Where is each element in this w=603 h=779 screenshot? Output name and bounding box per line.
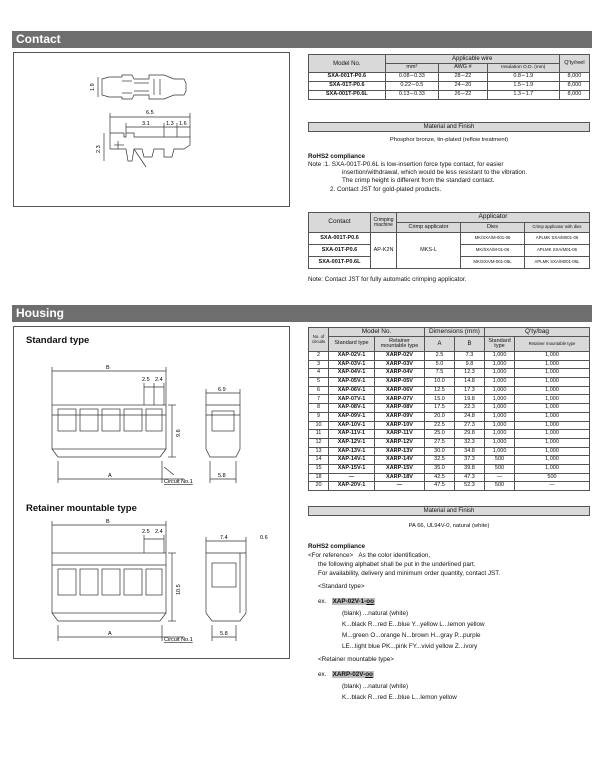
dim-a: A: [108, 631, 112, 637]
cell-ret: XARP-06V: [375, 386, 425, 395]
cell-std: XAP-06V-1: [329, 386, 375, 395]
cell-qr: 500: [515, 473, 590, 482]
cell: 0.08∼0.33: [385, 73, 438, 82]
cell-qr: 1,000: [515, 438, 590, 447]
circuit-no-1-label: Circuit No.1: [164, 637, 193, 643]
dim-2-4: 2.4: [155, 529, 163, 535]
contact-rohs: RoHS2 compliance: [308, 153, 366, 160]
cell-std: XAP-13V-1: [329, 447, 375, 456]
cell: 0.13∼0.33: [385, 91, 438, 100]
cell-qs: 1,000: [485, 430, 515, 439]
cell-qr: 1,000: [515, 369, 590, 378]
cell-n: 14: [309, 456, 329, 465]
cell-ret: XARP-15V: [375, 464, 425, 473]
table-row: [309, 360, 590, 369]
cell-std: XAP-07V-1: [329, 395, 375, 404]
cell-n: 9: [309, 412, 329, 421]
cell-ret: XARP-18V: [375, 473, 425, 482]
cell-qr: 1,000: [515, 378, 590, 387]
ref-label: <For reference>: [308, 552, 354, 559]
table-row: [309, 404, 590, 413]
retainer-type-label: <Retainer mountable type>: [318, 656, 394, 663]
cell-a: 27.5: [425, 438, 455, 447]
example-prefix: XARP-02V-: [332, 671, 366, 678]
table-row: [309, 82, 590, 91]
contact-note-1c: The crimp height is different from the standard contact.: [342, 177, 495, 184]
cell: 8,000: [559, 73, 589, 82]
housing-material-header: Material and Finish: [308, 506, 590, 516]
table-row: [309, 456, 590, 465]
cell: MK/SXA/M-001-06: [461, 233, 525, 245]
cell-b: 9.8: [455, 360, 485, 369]
cell-n: 7: [309, 395, 329, 404]
cell: 0.8∼1.9: [487, 73, 559, 82]
dim-2-3: 2.3: [96, 145, 102, 153]
ref-text: As the color identification,: [358, 552, 431, 559]
cell-ret: XARP-08V: [375, 404, 425, 413]
col-qty-std: Standard type: [485, 337, 515, 352]
col-crimping: Crimping machine: [371, 213, 397, 233]
retainer-example: [318, 671, 374, 680]
cell-b: 7.3: [455, 352, 485, 361]
cell-ret: XARP-07V: [375, 395, 425, 404]
cell-std: XAP-20V-1: [329, 482, 375, 491]
color-line-3: LE...light blue PK...pink FY...vivid yellow Z...ivory: [342, 643, 478, 650]
col-model: Model No.: [309, 55, 386, 73]
cell-qs: 500: [485, 482, 515, 491]
cell-crimp: MKS-L: [397, 233, 461, 269]
example-color-code: oo: [366, 598, 374, 605]
dim-a: A: [108, 473, 112, 479]
cell-qs: 1,000: [485, 447, 515, 456]
cell-std: XAP-03V-1: [329, 360, 375, 369]
col-b: B: [455, 337, 485, 352]
cell-qs: 1,000: [485, 438, 515, 447]
table-row: [309, 352, 590, 361]
cell-a: 25.0: [425, 430, 455, 439]
cell-qs: 1,000: [485, 369, 515, 378]
col-with-dies: Crimp applicator with dies: [525, 223, 590, 233]
col-qty-ret: Retainer mountable type: [515, 337, 590, 352]
table-row: [309, 378, 590, 387]
cell-qr: 1,000: [515, 412, 590, 421]
cell-qr: 1,000: [515, 386, 590, 395]
cell-qr: 1,000: [515, 447, 590, 456]
cell-qr: 1,000: [515, 395, 590, 404]
cell-machine: AP-K2N: [371, 233, 397, 269]
cell: SXA-001T-P0.6: [309, 233, 371, 245]
cell: 1.3∼1.7: [487, 91, 559, 100]
cell-std: XAP-11V-1: [329, 430, 375, 439]
cell: SXA-01T-P0.6: [309, 245, 371, 257]
cell-a: 47.5: [425, 482, 455, 491]
cell-std: XAP-04V-1: [329, 369, 375, 378]
table-row: [309, 386, 590, 395]
table-row: [309, 395, 590, 404]
color-blank: (blank) ...natural (white): [342, 683, 409, 690]
cell-b: 14.8: [455, 378, 485, 387]
cell-b: 37.3: [455, 456, 485, 465]
cell-n: 5: [309, 378, 329, 387]
contact-note-1a: Note :1. SXA-001T-P0.6L is low-insertion force type contact, for easier: [308, 161, 504, 168]
ex-label: ex.: [318, 598, 327, 605]
housing-note-l2: the following alphabet shall be put in the underlined part.: [318, 561, 476, 568]
cell-b: 12.3: [455, 369, 485, 378]
color-line-2: M...green O...orange N...brown H...gray P...purple: [342, 632, 481, 639]
dim-3-1: 3.1: [142, 121, 150, 127]
housing-drawing-panel: [13, 326, 290, 659]
cell: MK/SXA/M-01-06: [461, 245, 525, 257]
cell-qr: 1,000: [515, 464, 590, 473]
example-prefix: XAP-02V-1-: [332, 598, 367, 605]
cell-a: 7.5: [425, 369, 455, 378]
col-awg: AWG #: [439, 64, 488, 73]
standard-type-title: Standard type: [26, 335, 90, 346]
contact-material-header: Material and Finish: [308, 122, 590, 132]
col-od: Insulation O.D. (mm): [487, 64, 559, 73]
cell-std: XAP-02V-1: [329, 352, 375, 361]
col-qty: Q'ty/reel: [559, 55, 589, 73]
cell-ret: XARP-05V: [375, 378, 425, 387]
cell-ret: XARP-11V: [375, 430, 425, 439]
cell-std: XAP-15V-1: [329, 464, 375, 473]
cell-std: —: [329, 473, 375, 482]
cell-a: 15.0: [425, 395, 455, 404]
dim-2-5: 2.5: [142, 529, 150, 535]
dim-6-9: 6.9: [218, 387, 226, 393]
cell-ret: —: [375, 482, 425, 491]
housing-section-header: Housing: [12, 305, 592, 322]
cell: 28∼22: [439, 73, 488, 82]
cell: 1.5∼1.9: [487, 82, 559, 91]
cell-b: 19.8: [455, 395, 485, 404]
cell-n: 4: [309, 369, 329, 378]
dim-0-6: 0.6: [260, 535, 268, 541]
housing-rohs: RoHS2 compliance: [308, 543, 366, 550]
cell-std: XAP-14V-1: [329, 456, 375, 465]
col-model: Model No.: [329, 328, 425, 337]
cell-n: 6: [309, 386, 329, 395]
cell-n: 10: [309, 421, 329, 430]
cell-std: XAP-08V-1: [329, 404, 375, 413]
cell-a: 12.5: [425, 386, 455, 395]
cell-b: 52.3: [455, 482, 485, 491]
cell-n: 11: [309, 430, 329, 439]
table-row: [309, 447, 590, 456]
dim-2-4: 2.4: [155, 377, 163, 383]
cell-b: 32.3: [455, 438, 485, 447]
table-row: [309, 369, 590, 378]
cell-n: 15: [309, 464, 329, 473]
ex-label: ex.: [318, 671, 327, 678]
col-a: A: [425, 337, 455, 352]
contact-drawing-panel: [13, 52, 290, 207]
cell-n: 3: [309, 360, 329, 369]
cell-qs: 1,000: [485, 421, 515, 430]
contact-drawing: [14, 53, 289, 206]
cell-qs: 500: [485, 456, 515, 465]
cell-qs: 1,000: [485, 378, 515, 387]
cell-a: 42.5: [425, 473, 455, 482]
cell-a: 32.5: [425, 456, 455, 465]
table-row: [309, 91, 590, 100]
cell-a: 10.0: [425, 378, 455, 387]
cell: SXA-001T-P0.6: [309, 73, 386, 82]
example-part-number: [332, 598, 375, 605]
cell-qs: 1,000: [485, 386, 515, 395]
col-contact: Contact: [309, 213, 371, 233]
contact-note-2: 2. Contact JST for gold-plated products.: [330, 186, 442, 193]
housing-material-text: PA 66, UL94V-0, natural (white): [408, 523, 490, 529]
table-row: [309, 473, 590, 482]
cell: SXA-001T-P0.6L: [309, 257, 371, 269]
cell-a: 5.0: [425, 360, 455, 369]
cell: SXA-001T-P0.6L: [309, 91, 386, 100]
cell-std: XAP-12V-1: [329, 438, 375, 447]
cell-n: 12: [309, 438, 329, 447]
col-dies: Dies: [461, 223, 525, 233]
col-applicator: Applicator: [397, 213, 590, 223]
cell-b: 47.3: [455, 473, 485, 482]
cell-qs: —: [485, 473, 515, 482]
cell-qs: 1,000: [485, 395, 515, 404]
cell-b: 22.3: [455, 404, 485, 413]
col-wire: Applicable wire: [385, 55, 559, 64]
applicator-note: Note: Contact JST for fully automatic crimping applicator.: [308, 276, 467, 283]
cell-ret: XARP-02V: [375, 352, 425, 361]
housing-ref-line: [308, 552, 430, 561]
dim-6-5: 6.5: [146, 110, 154, 116]
contact-section-header: Contact: [12, 31, 592, 48]
cell-b: 29.8: [455, 430, 485, 439]
cell-std: XAP-09V-1: [329, 412, 375, 421]
applicator-table: [308, 212, 590, 269]
dim-5-8: 5.8: [220, 631, 228, 637]
standard-example: [318, 598, 375, 607]
dim-b: B: [106, 519, 110, 525]
table-row: [309, 482, 590, 491]
cell: 26∼22: [439, 91, 488, 100]
dim-2-5: 2.5: [142, 377, 150, 383]
cell-ret: XARP-12V: [375, 438, 425, 447]
col-qty: Q'ty/bag: [485, 328, 590, 337]
cell: 8,000: [559, 82, 589, 91]
cell-qs: 1,000: [485, 404, 515, 413]
cell-qs: 500: [485, 464, 515, 473]
contact-note-1b: insertion/withdrawal, which would be less resistant to the vibration.: [342, 169, 528, 176]
cell-b: 17.3: [455, 386, 485, 395]
cell: 0.22∼0.5: [385, 82, 438, 91]
col-dims: Dimensions (mm): [425, 328, 485, 337]
col-std: Standard type: [329, 337, 375, 352]
contact-spec-table: [308, 54, 590, 100]
table-row: [309, 464, 590, 473]
dim-5-8: 5.8: [218, 473, 226, 479]
table-row: [309, 430, 590, 439]
col-ret: Retainer mountable type: [375, 337, 425, 352]
cell-ret: XARP-03V: [375, 360, 425, 369]
cell-qr: 1,000: [515, 421, 590, 430]
standard-type-label: <Standard type>: [318, 583, 365, 590]
cell-n: 13: [309, 447, 329, 456]
cell-std: XAP-10V-1: [329, 421, 375, 430]
retainer-type-drawing: [14, 519, 289, 654]
cell: SXA-01T-P0.6: [309, 82, 386, 91]
standard-type-drawing: [14, 349, 289, 509]
cell-a: 2.5: [425, 352, 455, 361]
retainer-type-title: Retainer mountable type: [26, 503, 137, 514]
contact-material-text: Phosphor bronze, tin-plated (reflow treatment): [389, 137, 509, 143]
cell: 24∼20: [439, 82, 488, 91]
color-line-1: K...black R...red E...blue Y...yellow L...lemon yellow: [342, 621, 485, 628]
dim-9-6: 9.6: [176, 429, 182, 437]
cell-qr: 1,000: [515, 456, 590, 465]
cell-b: 39.8: [455, 464, 485, 473]
cell-b: 34.8: [455, 447, 485, 456]
example-part-number: [332, 671, 374, 678]
col-mm2: mm²: [385, 64, 438, 73]
col-crimp-applicator: Crimp applicator: [397, 223, 461, 233]
col-circuits: No. of circuits: [309, 328, 329, 352]
cell-qs: 1,000: [485, 360, 515, 369]
table-row: [309, 412, 590, 421]
dim-10-5: 10.5: [176, 584, 182, 595]
cell-n: 20: [309, 482, 329, 491]
cell-a: 20.0: [425, 412, 455, 421]
cell-std: XAP-05V-1: [329, 378, 375, 387]
circuit-no-1-label: Circuit No.1: [164, 479, 193, 485]
cell-b: 27.3: [455, 421, 485, 430]
cell-qr: 1,000: [515, 404, 590, 413]
table-row: [309, 421, 590, 430]
cell-a: 35.0: [425, 464, 455, 473]
housing-note-l3: For availability, delivery and minimum order quantity, contact JST.: [318, 570, 501, 577]
cell-a: 30.0: [425, 447, 455, 456]
cell-qr: 1,000: [515, 360, 590, 369]
dim-b: B: [106, 365, 110, 371]
cell-qr: 1,000: [515, 352, 590, 361]
cell-qs: 1,000: [485, 412, 515, 421]
cell-qr: —: [515, 482, 590, 491]
table-row: [309, 233, 590, 245]
cell-ret: XARP-13V: [375, 447, 425, 456]
dim-1-9: 1.9: [90, 83, 96, 91]
cell-ret: XARP-14V: [375, 456, 425, 465]
table-row: [309, 73, 590, 82]
cell-a: 22.5: [425, 421, 455, 430]
example-color-code: oo: [365, 671, 373, 678]
cell-ret: XARP-10V: [375, 421, 425, 430]
cell: MK/SXA/M-001-06L: [461, 257, 525, 269]
cell: APLMK SXA/M01-06: [525, 245, 590, 257]
cell-qs: 1,000: [485, 352, 515, 361]
cell: APLMK SXA/M001-06: [525, 233, 590, 245]
cell-n: 2: [309, 352, 329, 361]
cell-n: 18: [309, 473, 329, 482]
cell-n: 8: [309, 404, 329, 413]
cell-ret: XARP-09V: [375, 412, 425, 421]
cell: 8,000: [559, 91, 589, 100]
dim-1-6: 1.6: [179, 121, 187, 127]
cell: APLMK SXA/M001-06L: [525, 257, 590, 269]
cell-ret: XARP-04V: [375, 369, 425, 378]
cell-b: 24.8: [455, 412, 485, 421]
housing-spec-table: [308, 327, 590, 491]
cell-qr: 1,000: [515, 430, 590, 439]
dim-1-3: 1.3: [166, 121, 174, 127]
table-row: [309, 438, 590, 447]
color-blank: (blank) ...natural (white): [342, 610, 409, 617]
dim-7-4: 7.4: [220, 535, 228, 541]
color-line-4: K...black R...red E...blue L...lemon yellow: [342, 694, 457, 701]
cell-a: 17.5: [425, 404, 455, 413]
